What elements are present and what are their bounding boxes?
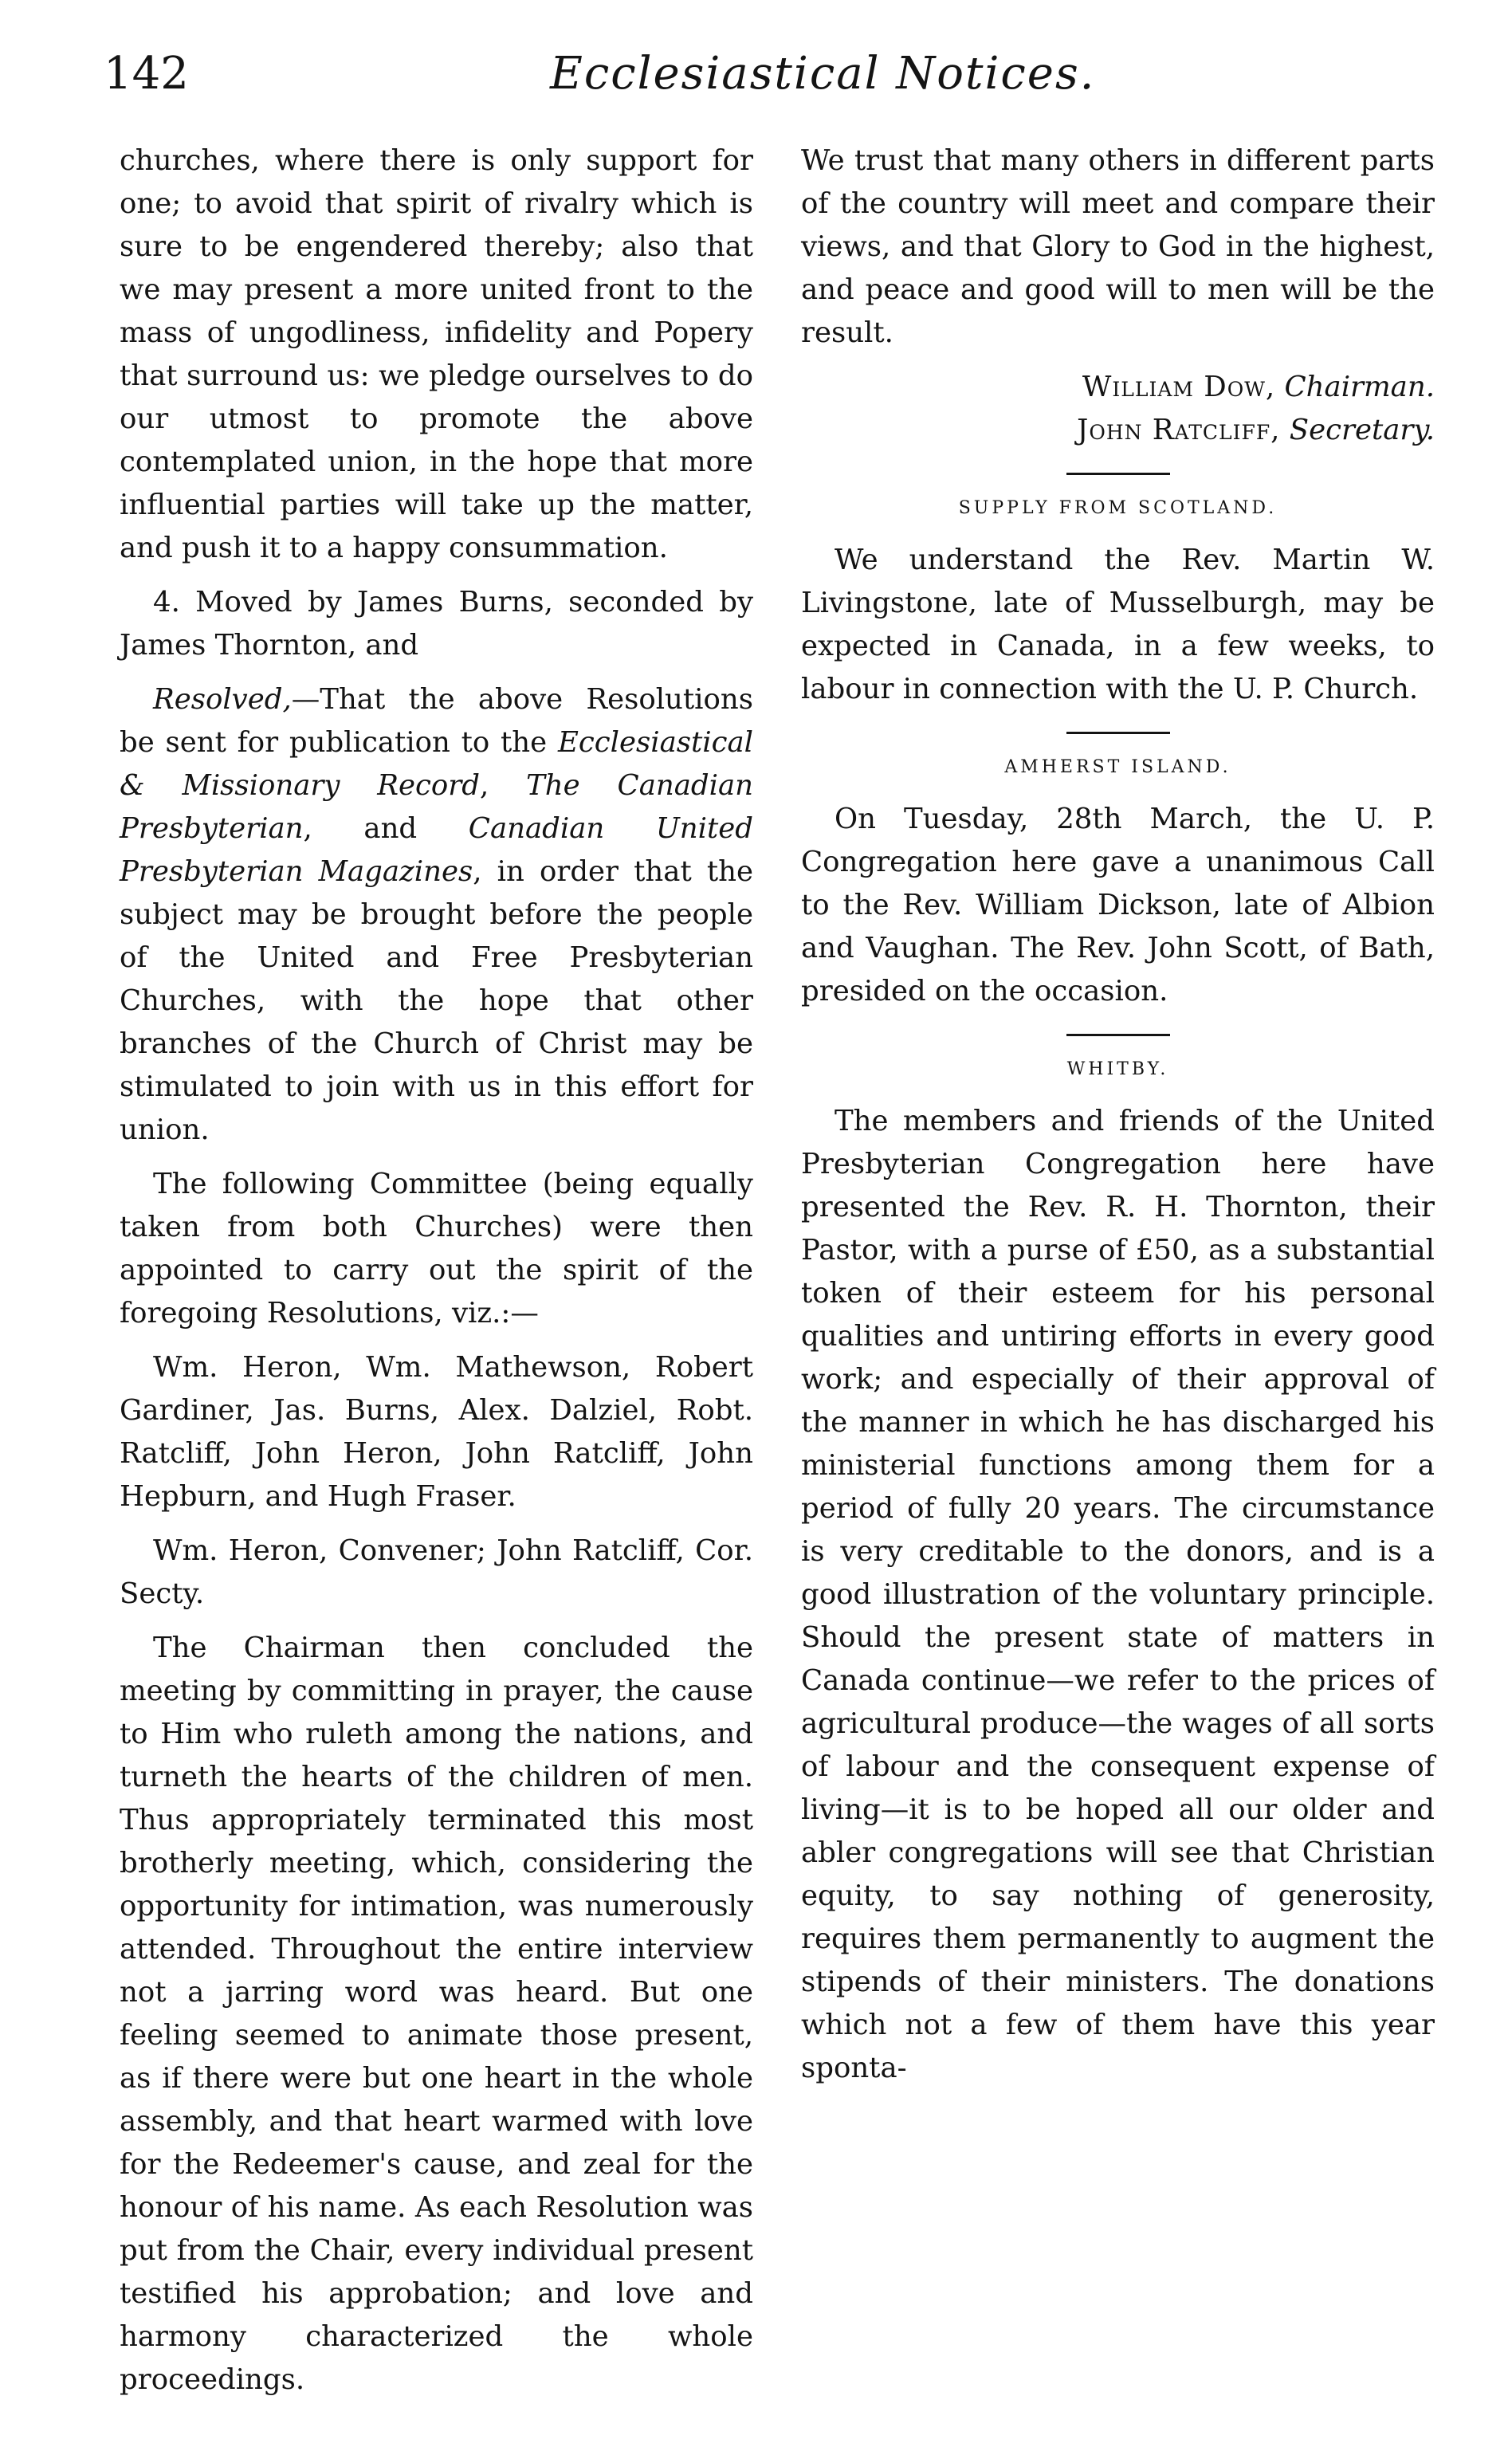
resolution-text-b: , in order that the subject may be brought before the people of the United and Free Presbyterian Churches, with the hope that other branches of the Church of Christ may be stimulated to join with us in this effort for union. <box>120 855 753 1146</box>
running-title: Ecclesiastical Notices. <box>550 48 1096 100</box>
right-column <box>801 139 1435 2101</box>
resolved-word: Resolved, <box>153 683 292 716</box>
paragraph-supply: We understand the Rev. Martin W. Livingstone, late of Musselburgh, may be expected in Canada, in a few weeks, to labour in connection with the U. P. Church. <box>801 544 1435 705</box>
section-divider <box>1066 732 1170 734</box>
paragraph-convener: Wm. Heron, Convener; John Ratcliff, Cor. Secty. <box>120 1534 753 1610</box>
paragraph-union-pledge: churches, where there is only support for one; to avoid that spirit of rivalry which is sure to be engendered thereby; also that we may present a more united front to the mass of ungodliness, infidelity and Popery that surround us: we pledge ourselves to do our utmost to promote the above contemplated union, in the hope that more influential parties will take up the matter, and push it to a happy consummation. <box>120 144 753 564</box>
paragraph-committee-intro: The following Committee (being equally taken from both Churches) were then appointed to carry out the spirit of the foregoing Resolutions, viz.:— <box>120 1168 753 1330</box>
paragraph-resolution <box>120 678 753 1152</box>
paragraph-motion-4: 4. Moved by James Burns, seconded by James Thornton, and <box>120 586 753 662</box>
resolution-comma-1: , <box>479 769 527 802</box>
publication-2: The Canadian Presbyterian <box>120 769 753 845</box>
chairman-role: Chairman. <box>1284 371 1435 403</box>
publication-3: Canadian United Presbyterian Magazines <box>120 812 753 888</box>
page-header <box>104 48 1427 120</box>
publication-1: Ecclesiastical & Missionary Record <box>120 726 753 802</box>
signature-secretary <box>801 409 1435 452</box>
page-number: 142 <box>104 48 189 100</box>
resolution-comma-2: , and <box>303 812 469 845</box>
heading-supply-from-scotland: SUPPLY FROM SCOTLAND. <box>958 498 1278 518</box>
secretary-role: Secretary. <box>1289 414 1435 446</box>
resolution-text-a: —That the above Resolutions be sent for publication to the <box>120 683 753 759</box>
section-divider <box>1066 1034 1170 1036</box>
paragraph-closing: The Chairman then concluded the meeting by committing in prayer, the cause to Him who ruleth among the nations, and turneth the hearts of the children of men. Thus appropriately terminated this most brotherly meeting, which, considering the opportunity for intimation, was numerously attended. Throughout the entire interview not a jarring word was heard. But one feeling seemed to animate those present, as if there were but one heart in the whole assembly, and that heart warmed with love for the Redeemer's cause, and zeal for the honour of his name. As each Resolution was put from the Chair, every individual present testified his approbation; and love and harmony characterized the whole proceedings. <box>120 1632 753 2396</box>
section-divider <box>1066 473 1170 475</box>
heading-whitby: WHITBY. <box>1066 1059 1169 1079</box>
signature-chairman <box>801 366 1435 409</box>
paragraph-committee-members: Wm. Heron, Wm. Mathewson, Robert Gardiner, Jas. Burns, Alex. Dalziel, Robt. Ratcliff, John Heron, John Ratcliff, John Hepburn, and Hugh Fraser. <box>120 1351 753 1513</box>
paragraph-amherst: On Tuesday, 28th March, the U. P. Congregation here gave a unanimous Call to the Rev. William Dickson, late of Albion and Vaughan. The Rev. John Scott, of Bath, presided on the occasion. <box>801 803 1435 1007</box>
secretary-name: John Ratcliff, <box>1077 414 1281 446</box>
heading-amherst-island: AMHERST ISLAND. <box>1004 757 1231 777</box>
chairman-name: William Dow, <box>1082 371 1276 403</box>
left-column <box>120 139 753 2413</box>
paragraph-trust: We trust that many others in different parts of the country will meet and compare their views, and that Glory to God in the highest, and peace and good will to men will be the result. <box>801 144 1435 349</box>
paragraph-whitby: The members and friends of the United Presbyterian Congregation here have presented the Rev. R. H. Thornton, their Pastor, with a purse of £50, as a substantial token of their esteem for his personal qualities and untiring efforts in every good work; and especially of their approval of the manner in which he has discharged his ministerial functions among them for a period of fully 20 years. The circumstance is very creditable to the donors, and is a good illustration of the voluntary principle. Should the present state of matters in Canada continue—we refer to the prices of agricultural produce—the wages of all sorts of labour and the consequent expense of living—it is to be hoped all our older and abler congregations will see that Christian equity, to say nothing of generosity, requires them permanently to augment the stipends of their ministers. The donations which not a few of them have this year sponta- <box>801 1105 1435 2084</box>
